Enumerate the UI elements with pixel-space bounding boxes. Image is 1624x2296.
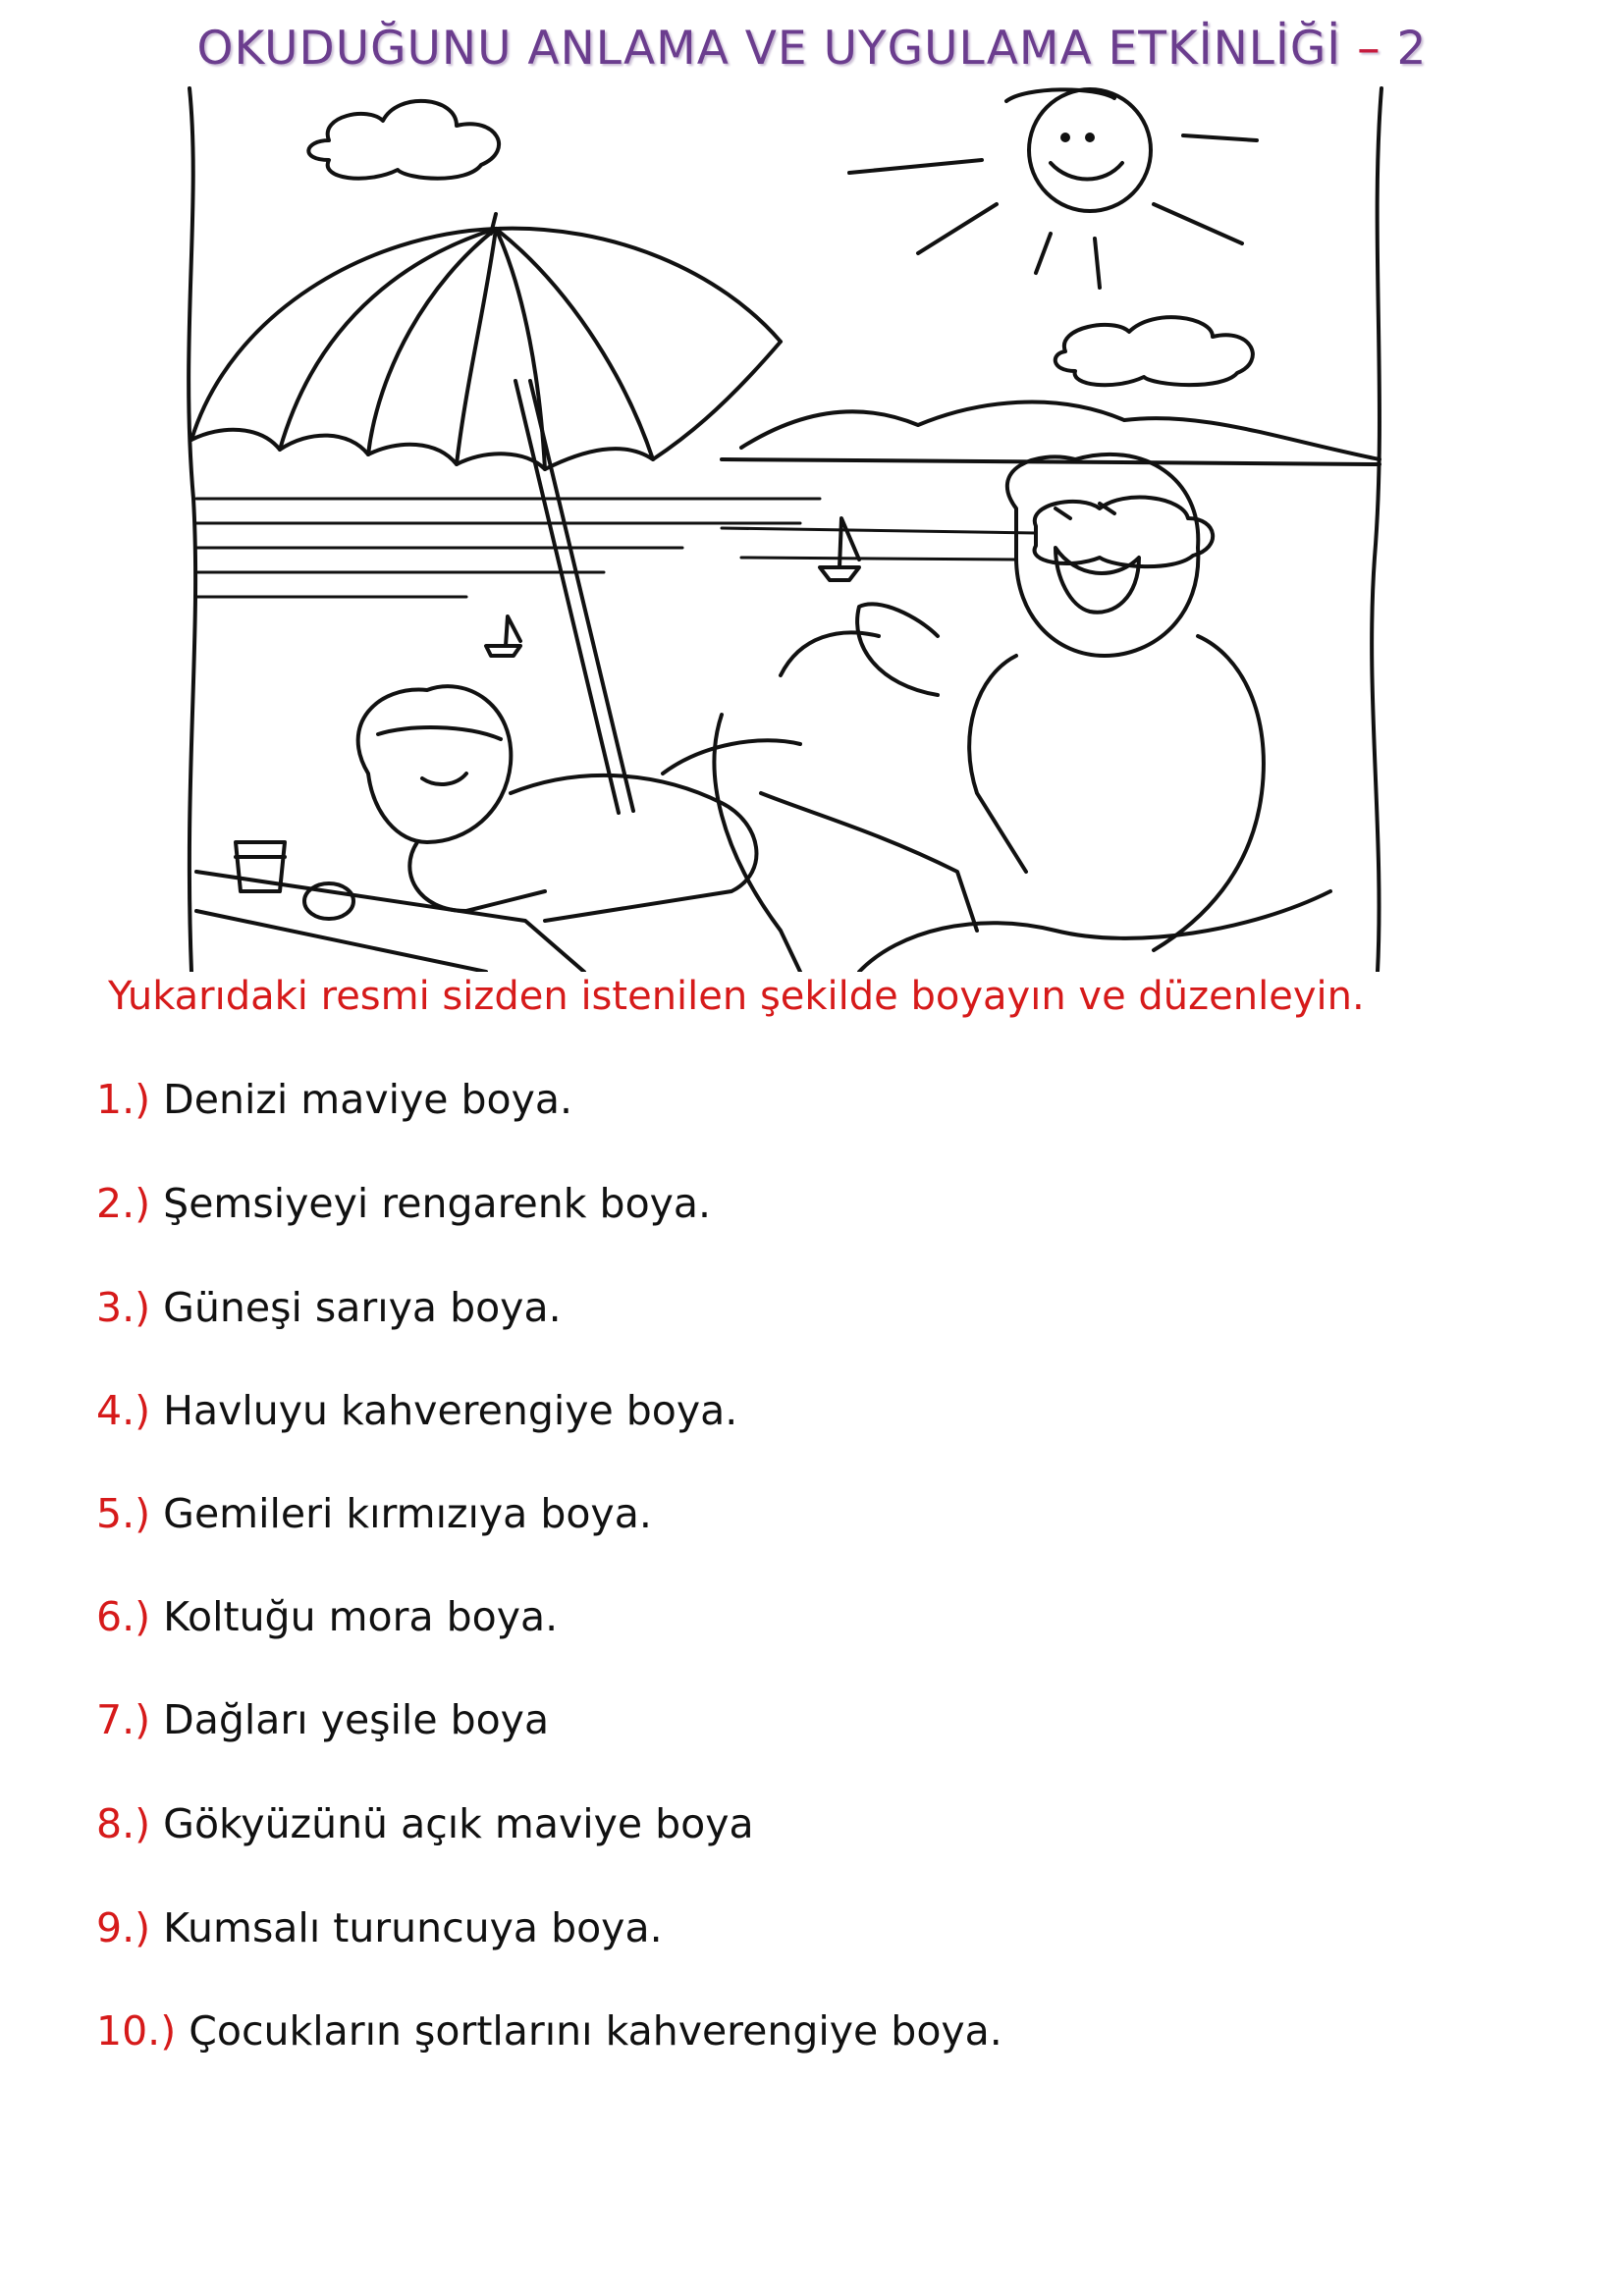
cloud-right (1056, 317, 1253, 385)
cloud-left (308, 101, 499, 179)
picture-frame-right (1372, 88, 1381, 972)
mountains (741, 401, 1380, 459)
instruction-text: Yukarıdaki resmi sizden istenilen şekilde boyayın ve düzenleyin. (108, 974, 1365, 1019)
picture-frame-left (189, 88, 195, 972)
title-number: 2 (1396, 22, 1428, 76)
beach-coloring-picture (172, 86, 1389, 972)
boat-left (486, 616, 520, 656)
sun (849, 89, 1257, 288)
list-item: 8.) Gökyüzünü açık maviye boya (96, 1800, 754, 1847)
boy-lying (358, 686, 800, 921)
list-item: 4.) Havluyu kahverengiye boya. (96, 1387, 738, 1434)
list-item: 5.) Gemileri kırmızıya boya. (96, 1490, 652, 1537)
list-item: 10.) Çocukların şortlarını kahverengiye boya. (96, 2007, 1002, 2055)
sea (196, 499, 1036, 597)
shell (304, 883, 353, 919)
list-item: 7.) Dağları yeşile boya (96, 1696, 550, 1743)
title-main: OKUDUĞUNU ANLAMA VE UYGULAMA ETKİNLİĞİ (196, 22, 1342, 76)
list-item: 6.) Koltuğu mora boya. (96, 1593, 559, 1640)
list-item: 3.) Güneşi sarıya boya. (96, 1284, 562, 1331)
title-dash: – (1357, 22, 1381, 76)
list-item: 2.) Şemsiyeyi rengarenk boya. (96, 1180, 712, 1227)
towel (196, 872, 584, 972)
list-item: 9.) Kumsalı turuncuya boya. (96, 1904, 663, 1951)
boat-right (820, 518, 859, 580)
umbrella (191, 214, 781, 813)
list-item: 1.) Denizi maviye boya. (96, 1076, 573, 1123)
page-title (0, 22, 1624, 76)
